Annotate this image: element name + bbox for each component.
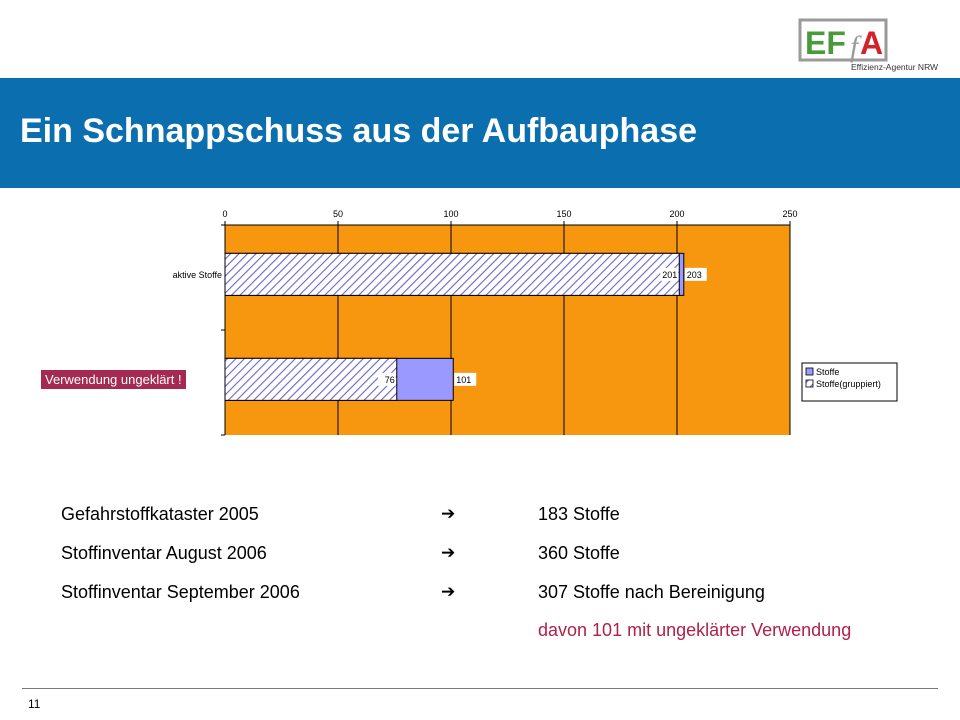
legend-label-stoffe: Stoffe	[816, 367, 840, 377]
category-label: aktive Stoffe	[172, 269, 222, 280]
footer-divider	[22, 688, 938, 689]
summary-value: 183 Stoffe	[538, 504, 620, 524]
logo-letters-ef: EF	[805, 25, 846, 61]
data-label-stoffe: 101	[456, 374, 472, 385]
arrow-right-icon: ➔	[441, 582, 456, 601]
x-tick-label: 200	[669, 209, 685, 219]
efa-logo	[797, 16, 939, 74]
data-label-gruppiert: 76	[384, 374, 395, 385]
arrow-right-icon: ➔	[441, 543, 456, 562]
bar-stoffe-gruppiert	[225, 358, 397, 400]
x-tick-label: 250	[782, 209, 798, 219]
arrow-right-icon: ➔	[441, 504, 456, 523]
logo-letter-a: A	[860, 25, 884, 61]
data-label-gruppiert: 201	[662, 269, 678, 280]
bar-chart	[0, 195, 960, 455]
legend-swatch-stoffe	[806, 368, 813, 375]
summary-value: 307 Stoffe nach Bereinigung	[538, 582, 765, 602]
summary-value: 360 Stoffe	[538, 543, 620, 563]
slide-title: Ein Schnappschuss aus der Aufbauphase	[20, 112, 698, 150]
legend-swatch-gruppiert	[806, 380, 813, 387]
bar-stoffe-gruppiert	[225, 253, 679, 295]
summary-note: davon 101 mit ungeklärter Verwendung	[538, 620, 852, 640]
x-tick-label: 50	[332, 209, 344, 219]
summary-label: Stoffinventar August 2006	[61, 543, 267, 563]
summary-label: Stoffinventar September 2006	[61, 582, 300, 602]
page-number: 11	[28, 697, 41, 711]
summary-label: Gefahrstoffkataster 2005	[61, 504, 259, 524]
x-tick-label: 150	[556, 209, 572, 219]
x-tick-label: 100	[443, 209, 459, 219]
logo-caption: Effizienz-Agentur NRW	[851, 62, 939, 72]
x-tick-label: 0	[222, 209, 228, 219]
unclear-usage-badge: Verwendung ungeklärt !	[41, 370, 186, 389]
legend-label-gruppiert: Stoffe(gruppiert)	[816, 379, 881, 389]
logo-letter-f-small: f	[850, 30, 859, 63]
data-label-stoffe: 203	[686, 269, 702, 280]
